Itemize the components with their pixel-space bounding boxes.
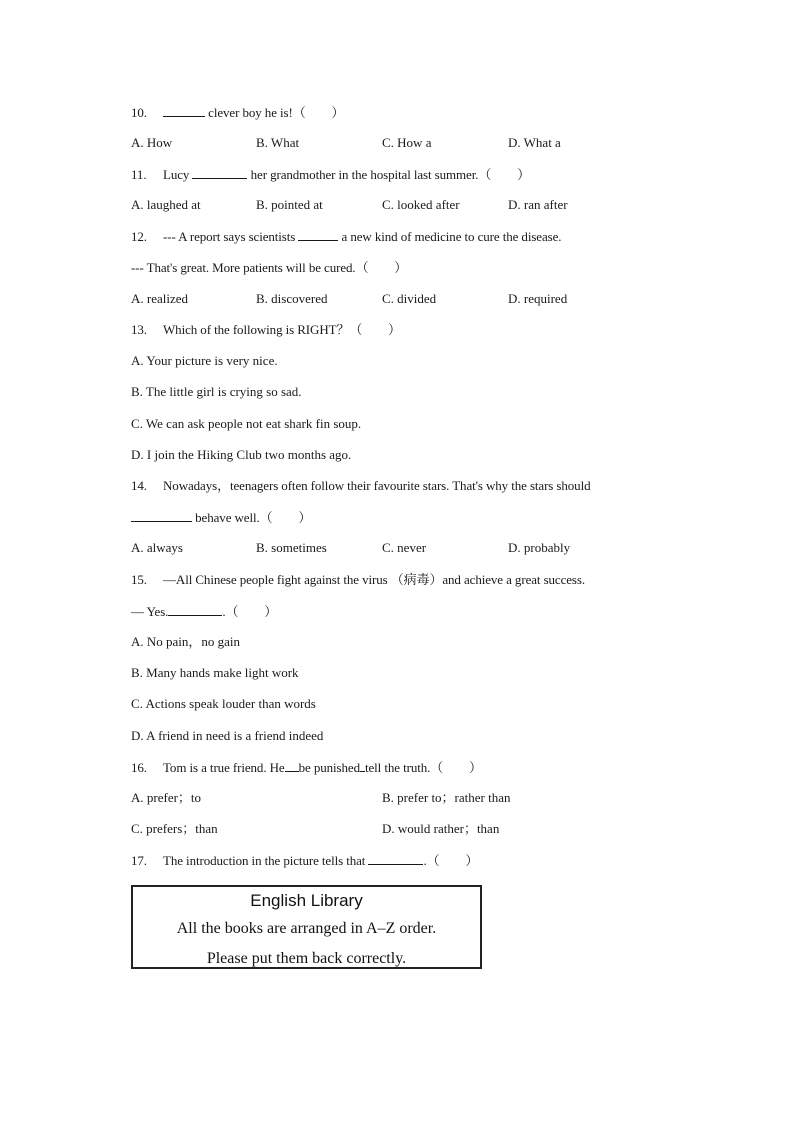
option-b: B. The little girl is crying so sad. (131, 384, 302, 399)
question-number: 12. (131, 229, 147, 244)
option-b: B. pointed at (256, 197, 323, 212)
option-b: B. discovered (256, 291, 328, 306)
option-c: C. divided (382, 291, 437, 306)
question-prefix: Tom is a true friend. He (163, 760, 285, 775)
option-d: D. What a (508, 135, 561, 150)
option-a: A. always (131, 540, 183, 555)
question-number: 13. (131, 322, 147, 337)
question-10 (131, 104, 344, 121)
answer-blank (285, 759, 299, 772)
question-tail: .（ ） (423, 853, 479, 868)
answer-blank (368, 852, 423, 865)
option-a: A. How (131, 135, 173, 150)
option-b: B. What (256, 135, 300, 150)
question-14-line-2 (131, 509, 311, 526)
question-number: 16. (131, 760, 147, 775)
option-d: D. required (508, 291, 568, 306)
question-text: The introduction in the picture tells that (163, 853, 366, 868)
sign-line-1: All the books are arranged in A–Z order. (176, 920, 437, 937)
option-d: D. probably (508, 540, 571, 555)
option-b: B. prefer to；rather than (382, 790, 511, 805)
option-d: D. would rather；than (382, 821, 500, 836)
question-13 (131, 322, 401, 338)
option-c: C. How a (382, 135, 432, 150)
question-number: 11. (131, 167, 147, 182)
question-16 (131, 759, 482, 776)
answer-blank (192, 166, 247, 179)
question-number: 14. (131, 478, 147, 493)
question-number: 10. (131, 105, 147, 120)
answer-blank (131, 509, 192, 522)
question-prefix: — Yes. (131, 604, 169, 619)
question-text: Which of the following is RIGHT？（ ） (163, 322, 401, 337)
library-sign-image (131, 885, 482, 969)
option-c: C. Actions speak louder than words (131, 696, 316, 711)
option-d: D. I join the Hiking Club two months ago. (131, 447, 352, 462)
question-text: her grandmother in the hospital last summer.（ ） (250, 167, 530, 182)
sign-title: English Library (250, 891, 363, 910)
question-prefix: --- A report says scientists (163, 229, 296, 244)
question-text: a new kind of medicine to cure the disease. (341, 229, 562, 244)
question-number: 15. (131, 572, 147, 587)
option-c: C. never (382, 540, 427, 555)
option-d: D. A friend in need is a friend indeed (131, 728, 324, 743)
question-prefix: Lucy (163, 167, 190, 182)
option-a: A. No pain，no gain (131, 634, 241, 649)
question-text: tell the truth.（ ） (364, 760, 482, 775)
sign-line-2: Please put them back correctly. (206, 950, 407, 967)
question-14 (131, 478, 591, 494)
question-12 (131, 228, 561, 245)
option-a: A. prefer；to (131, 790, 202, 805)
question-number: 17. (131, 853, 147, 868)
option-a: A. Your picture is very nice. (131, 353, 278, 368)
answer-blank (298, 228, 338, 241)
question-12-line-2: --- That's great. More patients will be cured.（ ） (131, 260, 408, 275)
question-17 (131, 852, 478, 869)
question-text: behave well.（ ） (195, 510, 312, 525)
option-c: C. We can ask people not eat shark fin soup. (131, 416, 362, 431)
option-d: D. ran after (508, 197, 568, 212)
answer-blank (168, 603, 222, 616)
answer-blank (163, 104, 205, 117)
question-text: Nowadays，teenagers often follow their favourite stars. That's why the stars should (163, 478, 591, 493)
option-c: C. prefers；than (131, 821, 218, 836)
question-text: .（ ） (222, 604, 278, 619)
question-text: clever boy he is!（ ） (208, 105, 345, 120)
option-b: B. sometimes (256, 540, 327, 555)
option-b: B. Many hands make light work (131, 665, 299, 680)
question-15 (131, 572, 585, 588)
question-middle: be punished (298, 760, 360, 775)
option-c: C. looked after (382, 197, 460, 212)
option-a: A. realized (131, 291, 189, 306)
question-text: —All Chinese people fight against the virus （病毒）and achieve a great success. (163, 572, 586, 587)
question-11 (131, 166, 530, 183)
option-a: A. laughed at (131, 197, 201, 212)
question-15-line-2 (131, 603, 277, 620)
